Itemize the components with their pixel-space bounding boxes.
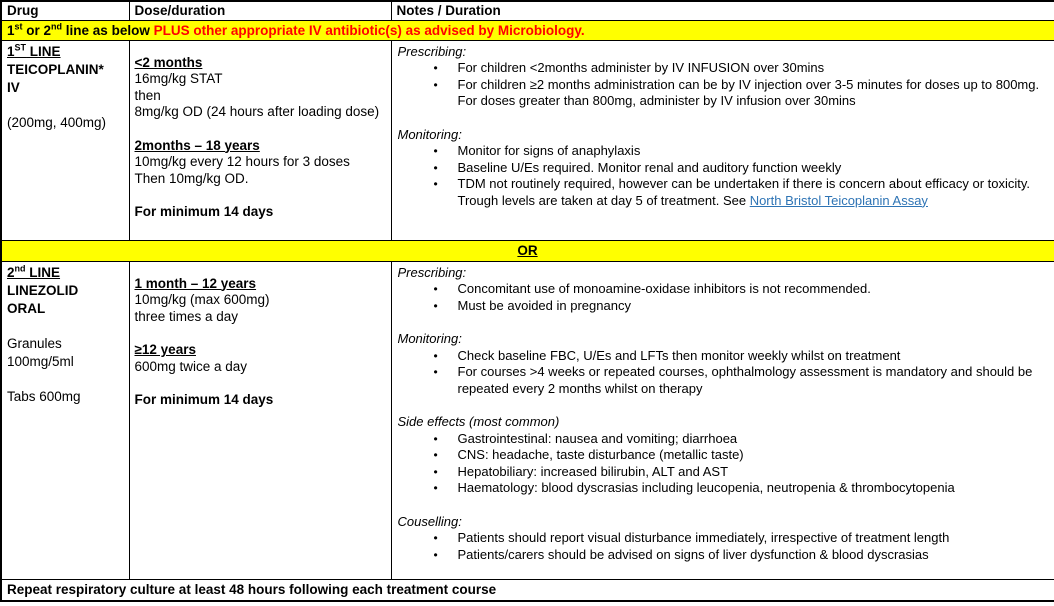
header-dose-duration: Dose/duration (129, 1, 391, 20)
spacer (135, 187, 385, 204)
banner-red-text: PLUS other appropriate IV antibiotic(s) as advised by Microbiology. (153, 22, 585, 38)
section-heading: Monitoring: (397, 331, 462, 346)
dose-cell-linezolid (129, 261, 391, 579)
spacer (7, 371, 123, 388)
header-drug: Drug (1, 1, 129, 20)
note-bullet: • Patients/carers should be advised on signs of liver dysfunction & blood dyscrasias (433, 546, 929, 562)
header-notes-duration: Notes / Duration (391, 1, 1054, 20)
section-heading: Side effects (most common) (397, 414, 560, 429)
age-group-heading: 2months – 18 years (134, 137, 260, 153)
drug-form-strength: 100mg/5ml (7, 353, 74, 369)
bullet-icon: • (433, 431, 438, 446)
drug-name: TEICOPLANIN* (7, 61, 104, 77)
spacer (135, 121, 385, 138)
note-bullet: • Hepatobiliary: increased bilirubin, ALT and AST (433, 463, 729, 479)
dose-line: 600mg twice a day (134, 358, 248, 374)
bullet-icon: • (433, 547, 438, 562)
spacer (135, 263, 385, 276)
section-heading: Monitoring: (397, 126, 462, 142)
spacer (7, 318, 123, 335)
prescribing-section (398, 265, 1049, 315)
treatment-duration: For minimum 14 days (134, 204, 274, 219)
note-bullet: • Concomitant use of monoamine-oxidase inhibitors is not recommended. (433, 281, 871, 296)
teicoplanin-assay-link[interactable]: North Bristol Teicoplanin Assay (749, 192, 928, 208)
spacer (135, 375, 385, 392)
bullet-icon: • (433, 160, 438, 175)
bullet-icon: • (433, 481, 438, 495)
note-bullet: • Check baseline FBC, U/Es and LFTs then monitor weekly whilst on treatment (433, 347, 901, 363)
or-row (1, 240, 1054, 261)
bullet-icon: • (433, 282, 438, 296)
footer-text: Repeat respiratory culture at least 48 hours following each treatment course (1, 579, 1054, 601)
dose-line: Then 10mg/kg OD. (134, 170, 249, 186)
spacer (135, 42, 385, 55)
dose-line: 8mg/kg OD (24 hours after loading dose) (134, 104, 380, 119)
or-cell (1, 240, 1054, 261)
spacer (135, 325, 385, 342)
dose-line: 16mg/kg STAT (134, 71, 223, 86)
note-bullet: • CNS: headache, taste disturbance (metallic taste) (433, 447, 744, 462)
counselling-section (398, 514, 1049, 564)
bullet-icon: • (433, 61, 438, 75)
note-bullet: • For children <2months administer by IV INFUSION over 30mins (433, 60, 825, 75)
banner-black-text: 1st or 2nd line as below (7, 21, 154, 38)
first-line-rank: 1ST LINE (7, 42, 61, 59)
drug-name: LINEZOLID (7, 282, 79, 298)
second-line-rank: 2nd LINE (7, 263, 61, 280)
note-bullet: • For courses >4 weeks or repeated courses, ophthalmology assessment is mandatory and should be repeated every 2 months whilst on therapy (433, 364, 1033, 396)
drug-cell-linezolid (1, 261, 129, 579)
drug-strengths: (200mg, 400mg) (7, 114, 107, 130)
notes-cell-teicoplanin (391, 40, 1054, 240)
section-heading: Couselling: (397, 513, 462, 529)
spacer (7, 97, 123, 114)
dose-line: then (134, 87, 161, 103)
note-bullet: • Patients should report visual disturbance immediately, irrespective of treatment length (433, 530, 950, 545)
drug-cell-teicoplanin (1, 40, 129, 240)
section-heading: Prescribing: (397, 264, 467, 280)
bullet-icon: • (433, 77, 438, 92)
note-bullet: • Must be avoided in pregnancy (433, 297, 631, 313)
bullet-icon: • (433, 365, 438, 379)
bullet-icon: • (433, 144, 438, 158)
prescribing-section (398, 44, 1049, 110)
note-bullet (398, 176, 1049, 209)
monitoring-section (398, 331, 1049, 397)
side-effects-section (398, 414, 1049, 497)
bullet-icon: • (433, 348, 438, 363)
note-bullet: • Monitor for signs of anaphylaxis (433, 143, 641, 158)
section-heading: Prescribing: (397, 43, 467, 59)
note-bullet: • For children ≥2 months administration can be by IV injection over 3-5 minutes for doses up to 800mg. For doses greater than 800mg, administer by IV infusion over 30mins (433, 76, 1040, 108)
bullet-icon: • (433, 464, 438, 479)
table-header-row (1, 1, 1054, 20)
drug-form: Granules (7, 335, 62, 351)
banner-text (1, 20, 1054, 40)
tdm-bullet-text: TDM not routinely required, however can be undertaken if there is concern about efficacy or toxicity. Trough levels are taken at day 5 of treatment. See (457, 176, 1031, 208)
note-bullet: • Gastrointestinal: nausea and vomiting; diarrhoea (433, 430, 738, 446)
linezolid-row (1, 261, 1054, 579)
banner-row (1, 20, 1054, 40)
drug-form: Tabs 600mg (7, 388, 81, 404)
age-group-heading: 1 month – 12 years (134, 275, 257, 291)
dose-cell-teicoplanin (129, 40, 391, 240)
bullet-icon: • (433, 177, 438, 191)
note-bullet: • Haematology: blood dyscrasias including leucopenia, neutropenia & thrombocytopenia (433, 480, 955, 495)
bullet-icon: • (433, 531, 438, 545)
drug-route: IV (7, 79, 20, 95)
bullet-icon: • (433, 448, 438, 462)
or-label: OR (517, 242, 538, 258)
age-group-heading: <2 months (134, 54, 203, 70)
notes-cell-linezolid (391, 261, 1054, 579)
dose-line: three times a day (134, 308, 239, 324)
footer-row (1, 579, 1054, 601)
treatment-duration: For minimum 14 days (134, 392, 274, 407)
bullet-icon: • (433, 298, 438, 313)
note-bullet: • Baseline U/Es required. Monitor renal and auditory function weekly (433, 159, 842, 175)
dose-line: 10mg/kg (max 600mg) (134, 292, 270, 307)
drug-route: ORAL (7, 300, 46, 316)
age-group-heading: ≥12 years (134, 342, 196, 357)
teicoplanin-row (1, 40, 1054, 240)
dose-line: 10mg/kg every 12 hours for 3 doses (134, 154, 350, 169)
monitoring-section (398, 127, 1049, 210)
